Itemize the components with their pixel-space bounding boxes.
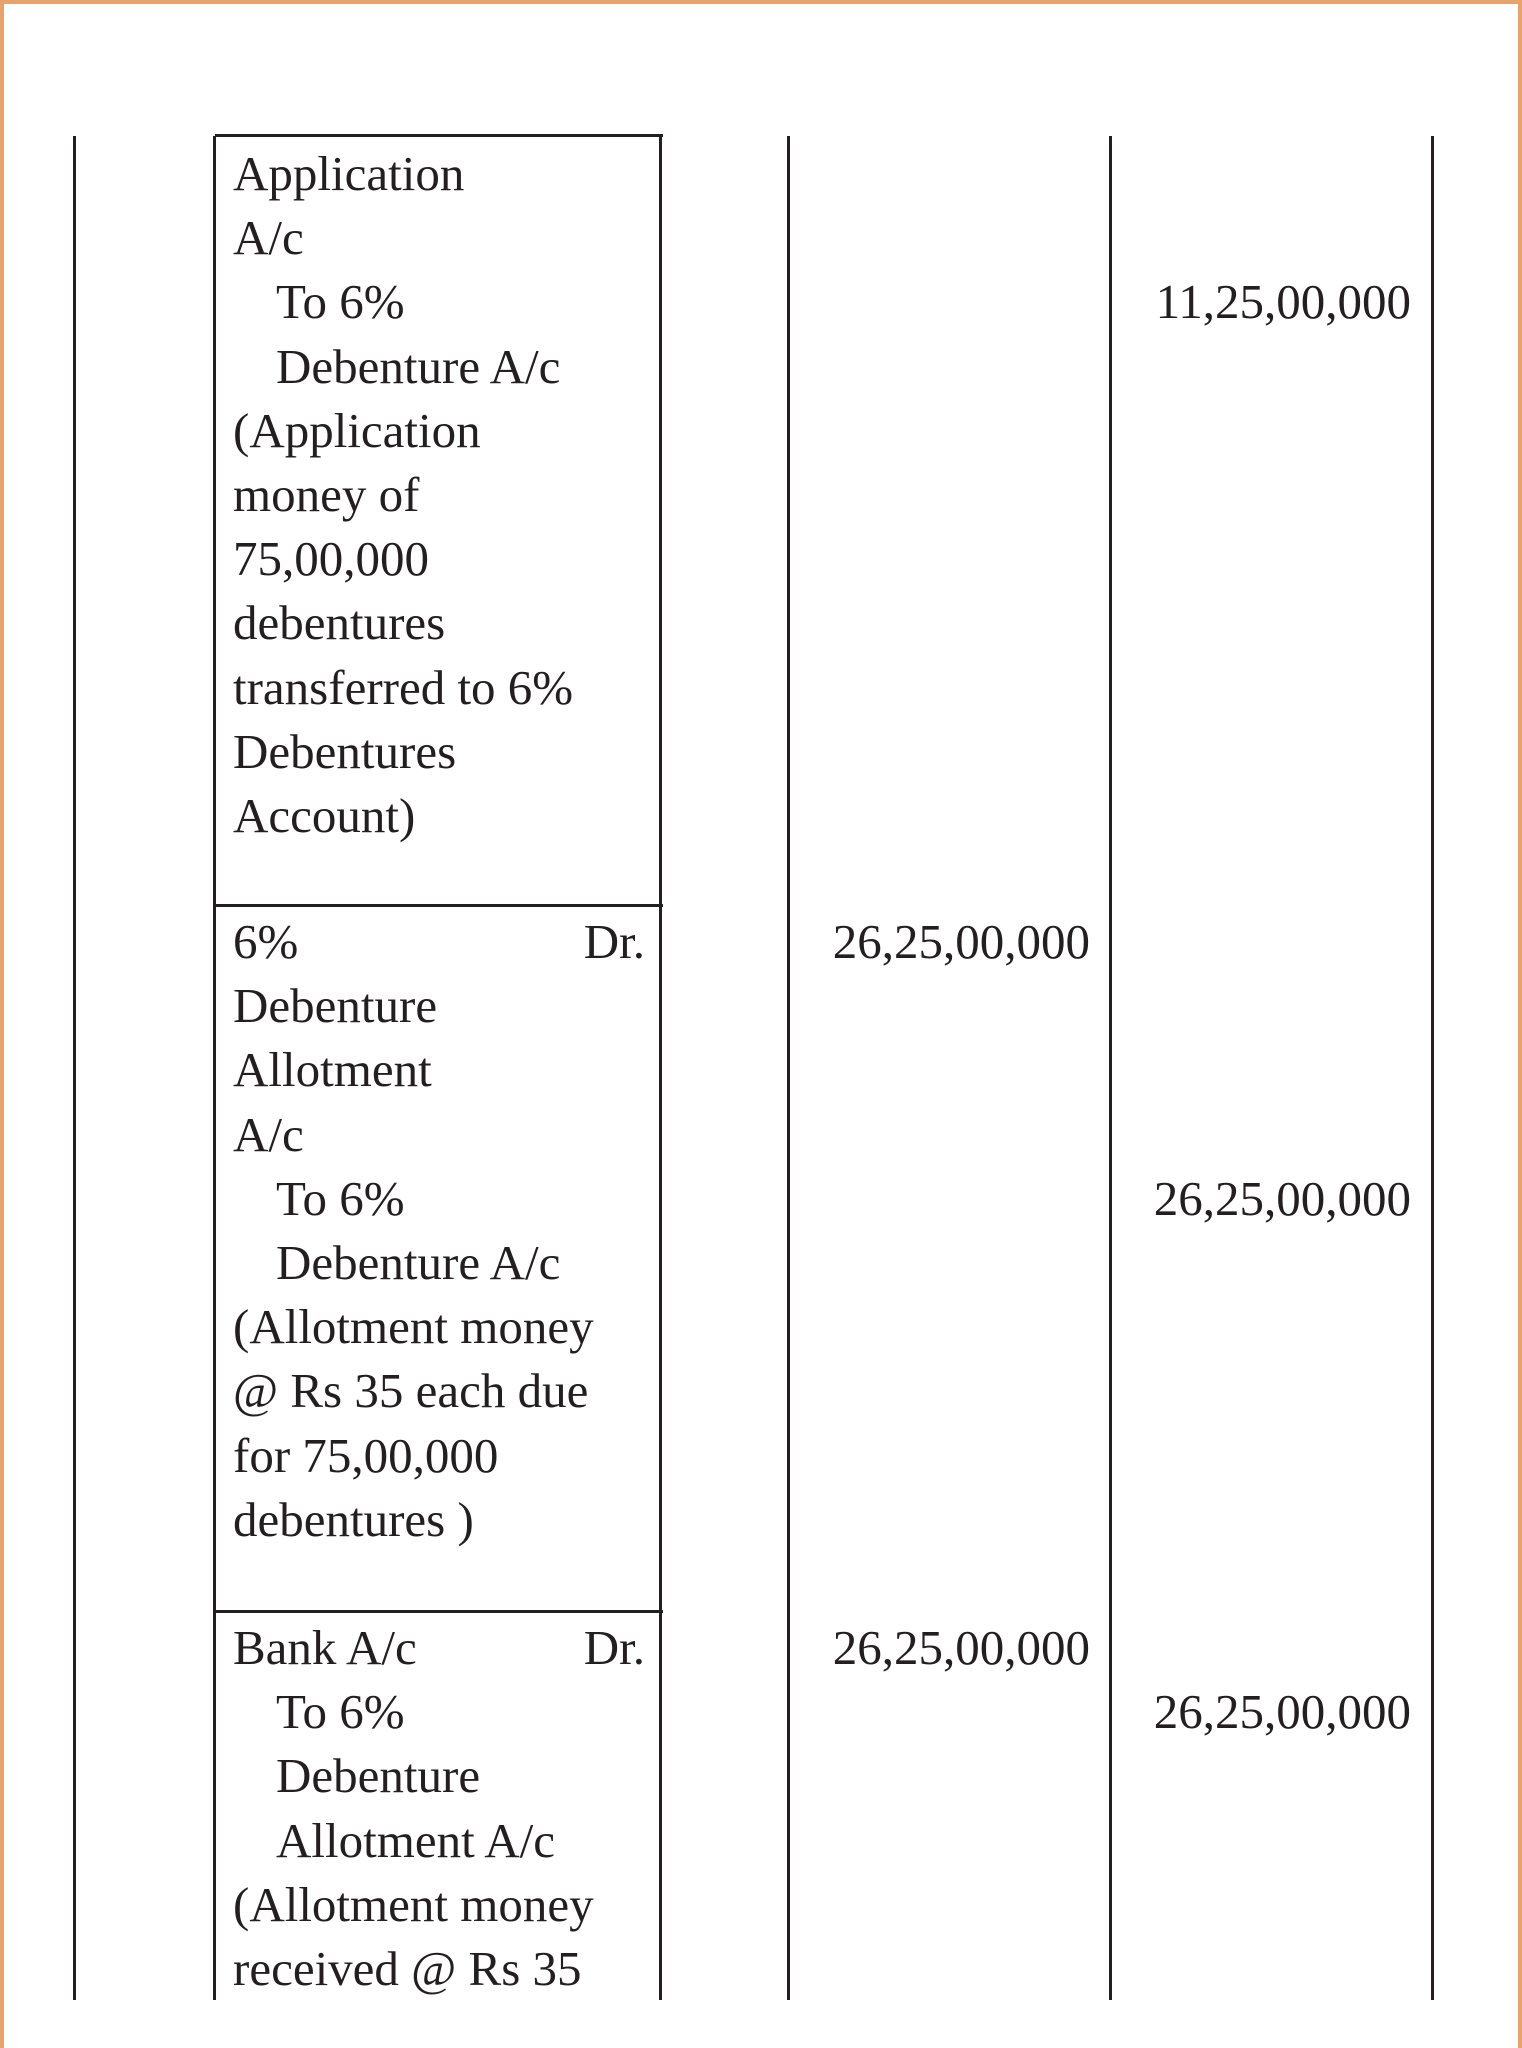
- column-rule-date: [73, 136, 76, 2000]
- entry-head-account: 6%: [233, 914, 299, 969]
- narration-line: 75,00,000: [233, 531, 429, 587]
- journal-entry-2-particulars: [233, 910, 645, 1552]
- entry-1-credit-amount: 11,25,00,000: [1155, 274, 1411, 329]
- narration-line: for 75,00,000: [233, 1427, 499, 1483]
- narration-line: transferred to 6%: [233, 659, 574, 715]
- entry-head-row: [233, 1616, 645, 1680]
- entry-line: To 6%: [276, 1170, 405, 1226]
- entry-3-credit-amount: 26,25,00,000: [1153, 1684, 1411, 1739]
- narration-line: (Application: [233, 402, 481, 458]
- entry-2-debit-amount: 26,25,00,000: [832, 914, 1090, 969]
- entry-separator: [215, 1610, 663, 1613]
- entry-line: Allotment: [233, 1042, 432, 1098]
- entry-line: A/c: [233, 210, 304, 266]
- narration-line: (Allotment money: [233, 1299, 594, 1355]
- column-rule-credit: [1431, 136, 1434, 2000]
- narration-line: Debentures: [233, 723, 457, 779]
- entry-2-credit-amount: 26,25,00,000: [1153, 1171, 1411, 1226]
- narration-line: money of: [233, 467, 420, 523]
- entry-line: Debenture A/c: [276, 338, 561, 394]
- entry-line: A/c: [233, 1106, 304, 1162]
- entry-3-debit-amount: 26,25,00,000: [832, 1620, 1090, 1675]
- entry-head-account: Bank A/c: [233, 1620, 417, 1675]
- entry-line: Debenture: [276, 1748, 481, 1804]
- narration-line: debentures ): [233, 1491, 474, 1547]
- entry-line: Debenture: [233, 978, 438, 1034]
- journal-entry-3-particulars: [233, 1616, 645, 2001]
- debit-marker: Dr.: [583, 1620, 645, 1675]
- debit-marker: Dr.: [583, 914, 645, 969]
- narration-line: received @ Rs 35: [233, 1941, 582, 1997]
- column-rule-particulars-right: [659, 136, 662, 2000]
- entry-line: Application: [233, 146, 465, 201]
- particulars-top-rule: [215, 134, 663, 137]
- narration-line: @ Rs 35 each due: [233, 1363, 589, 1419]
- entry-line: To 6%: [276, 274, 405, 330]
- column-rule-particulars-left: [213, 136, 216, 2000]
- column-rule-debit: [1109, 136, 1112, 2000]
- narration-line: Account): [233, 788, 416, 844]
- narration-line: (Allotment money: [233, 1876, 594, 1932]
- entry-line: To 6%: [276, 1684, 405, 1740]
- column-rule-lf: [787, 136, 790, 2000]
- entry-head-row: [233, 910, 645, 974]
- narration-line: debentures: [233, 595, 446, 651]
- entry-line: Allotment A/c: [276, 1812, 555, 1868]
- journal-entry-1-particulars: [233, 142, 645, 848]
- entry-separator: [215, 904, 663, 907]
- entry-line: Debenture A/c: [276, 1235, 561, 1291]
